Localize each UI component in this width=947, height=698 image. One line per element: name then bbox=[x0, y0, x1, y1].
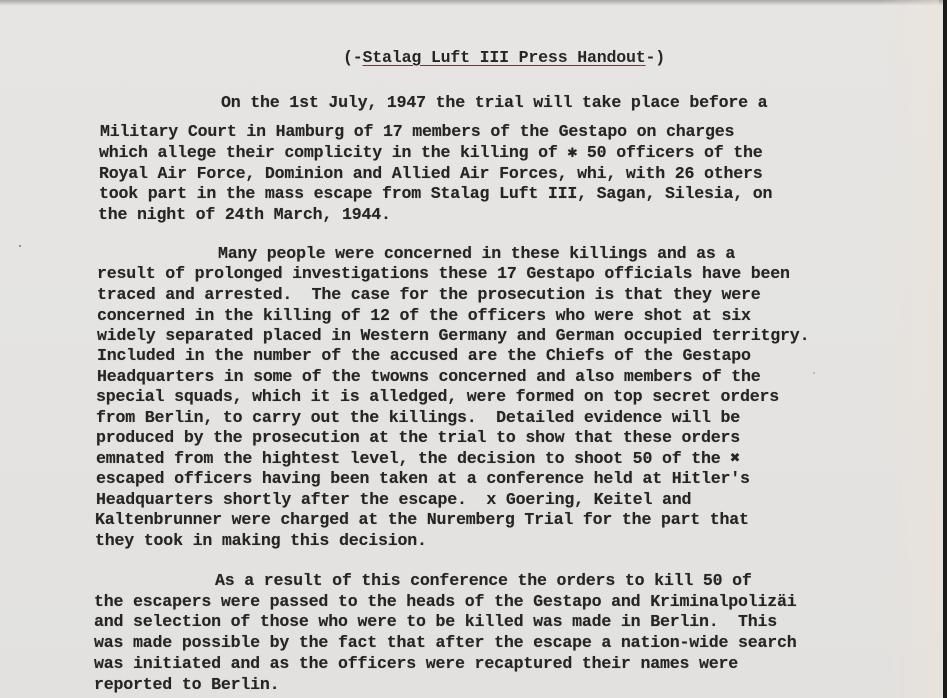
title-close-bracket: -) bbox=[645, 48, 666, 67]
text-line: result of prolonged investigations these 17 Gestapo officials have been bbox=[97, 264, 790, 283]
page-right-tint bbox=[879, 0, 939, 698]
text-line: took part in the mass escape from Stalag Luft III, Sagan, Silesia, on bbox=[99, 184, 773, 203]
text-line: traced and arrested. The case for the prosecution is that they were bbox=[97, 285, 761, 304]
text-line: and selection of those who were to be killed was made in Berlin. This bbox=[94, 612, 778, 631]
text-line: was initiated and as the officers were recaptured their names were bbox=[94, 654, 739, 673]
text-line: the night of 24th March, 1944. bbox=[98, 205, 391, 224]
text-line: produced by the prosecution at the trial to show that these orders bbox=[96, 428, 741, 447]
text-line: was made possible by the fact that after the escape a nation-wide search bbox=[94, 633, 797, 652]
text-line: Included in the number of the accused are the Chiefs of the Gestapo bbox=[97, 346, 751, 365]
title-open-bracket: (- bbox=[343, 48, 363, 67]
text-line: widely separated placed in Western Germany and German occupied territgry. bbox=[97, 326, 810, 345]
text-line: On the 1st July, 1947 the trial will take place before a bbox=[221, 93, 768, 112]
text-line: special squads, which it is alledged, were formed on top secret orders bbox=[96, 387, 780, 406]
text-line: the escapers were passed to the heads of the Gestapo and Kriminalpolizäi bbox=[94, 592, 797, 611]
text-line: Kaltenbrunner were charged at the Nuremberg Trial for the part that bbox=[95, 510, 749, 529]
text-line: Many people were concerned in these killings and as a bbox=[218, 244, 736, 263]
text-line: Headquarters in some of the twowns concerned and also members of the bbox=[97, 367, 761, 386]
text-line: Headquarters shortly after the escape. x Goering, Keitel and bbox=[96, 490, 692, 509]
text-line: escaped officers having been taken at a conference held at Hitler's bbox=[96, 469, 750, 488]
text-line: from Berlin, to carry out the killings. Detailed evidence will be bbox=[96, 408, 741, 427]
text-line: Military Court in Hamburg of 17 members of the Gestapo on charges bbox=[100, 122, 735, 141]
text-line: Royal Air Force, Dominion and Allied Air Forces, whi, with 26 others bbox=[99, 164, 763, 183]
text-line: which allege their complicity in the killing of ✱ 50 officers of the bbox=[99, 143, 763, 162]
paper-speck bbox=[19, 245, 21, 247]
paper-speck bbox=[813, 372, 815, 374]
text-line: reported to Berlin. bbox=[94, 675, 280, 694]
text-line: As a result of this conference the orders to kill 50 of bbox=[215, 571, 752, 590]
title-text: Stalag Luft III Press Handout bbox=[362, 48, 646, 67]
text-line: they took in making this decision. bbox=[95, 531, 427, 550]
text-line: emnated from the hightest level, the decision to shoot 50 of the ✖ bbox=[96, 449, 741, 468]
document-title bbox=[343, 48, 665, 68]
scan-right-border bbox=[943, 0, 947, 698]
page-top-shadow bbox=[0, 0, 943, 5]
text-line: concerned in the killing of 12 of the officers who were shot at six bbox=[97, 306, 751, 325]
